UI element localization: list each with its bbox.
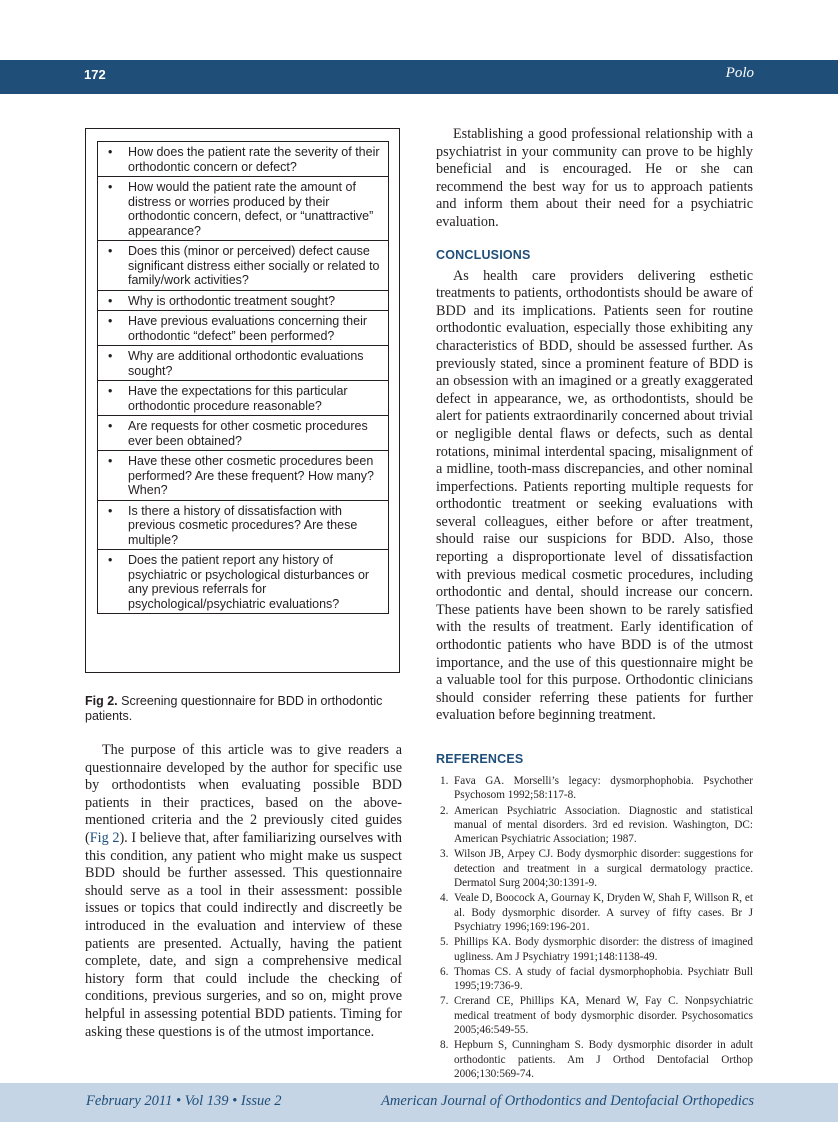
question-item: • Why are additional orthodontic evaluations sought?: [98, 346, 389, 381]
question-item: • Does the patient report any history of psychiatric or psychological disturbances or any previous referrals for psychological/psychiatric evaluations?: [98, 550, 389, 614]
body-text: The purpose of this article was to give readers a questionnaire developed by the author for specific use by orthodontists when evaluating possible BDD patients in their practices, based on the above-mentioned criteria and the 2 previously cited guides (: [85, 742, 402, 846]
body-paragraph-conclusions: As health care providers delivering esthetic treatments to patients, orthodontists should be aware of BDD and its implications. Patients seen for routine orthodontic evaluation, especially those exhibiting any characteristics of BDD, should be assessed further. As previously stated, since a prominent feature of BDD is an obsession with an imagined or a greatly exaggerated defect in appearance, we, as orthodontists, should be alert for patients extraordinarily concerned about trivial or negligible dental flaws or defects, such as dental rotations, minimal interdental spacing, misalignment of a midline, tooth-mass discrepancies, and other nominal imperfections. Patients reporting multiple requests for orthodontic treatment or seeking evaluations with several colleagues, either before or after treatment, should raise our suspicions for BDD. Also, those reporting a disproportionate level of dissatisfaction with previous medical cosmetic procedures, including orthodontic and dental, should increase our concern. These patients have been shown to be rarely satisfied with the results of treatment. Early identification of orthodontic patients who have BDD is of the utmost importance, and the use of this questionnaire might be a valuable tool for this purpose. Orthodontic clinicians should consider referring these patients for further evaluation before beginning treatment.: [436, 267, 753, 724]
question-item: • Does this (minor or perceived) defect cause significant distress either socially or related to family/work activities?: [98, 241, 389, 291]
running-head: Polo: [725, 65, 754, 81]
reference-text: Crerand CE, Phillips KA, Menard W, Fay C. Nonpsychiatric medical treatment of body dysmorphic disorder. Psychosomatics 2005;46:549-55.: [454, 995, 753, 1037]
question-item: • How would the patient rate the amount of distress or worries produced by their orthodontic concern, defect, or “unattractive” appearance?: [98, 177, 389, 241]
list-item: [436, 965, 753, 994]
reference-text: Thomas CS. A study of facial dysmorphophobia. Psychiatr Bull 1995;19:736-9.: [454, 965, 753, 993]
list-item: [436, 891, 753, 934]
table-row: [98, 346, 389, 381]
reference-text: Fava GA. Morselli’s legacy: dysmorphophobia. Psychother Psychosom 1992;58:117-8.: [454, 775, 753, 802]
list-item: [436, 847, 753, 890]
body-text: ). I believe that, after familiarizing ourselves with this condition, any patient who might make us suspect BDD should be further assessed. This questionnaire should serve as a tool in their assessment: possible issues or topics that could indirectly and discreetly be introduced in the evaluation and interview of these patients are presented. Actually, having the patient complete, date, and sign a comprehensive medical history form that could include the checking of conditions, previous surgeries, and so on, might prove helpful in assessing potential BDD patients. Timing for asking these questions is of the utmost importance.: [85, 829, 402, 1040]
reference-text: American Psychiatric Association. Diagnostic and statistical manual of mental disorders. 3rd ed revision. Washington, DC: American Psychiatric Association; 1987.: [454, 804, 753, 846]
right-column: [436, 126, 753, 1082]
references-heading: REFERENCES: [436, 752, 524, 766]
table-row: [98, 451, 389, 501]
figure-link[interactable]: Fig 2: [89, 829, 120, 846]
reference-number: 2.: [440, 804, 449, 817]
footer-journal-title: American Journal of Orthodontics and Dentofacial Orthopedics: [381, 1093, 754, 1109]
figure-caption-text: Screening questionnaire for BDD in orthodontic patients.: [85, 694, 383, 723]
table-row: [98, 550, 389, 614]
reference-number: 6.: [440, 965, 449, 978]
table-row: [98, 500, 389, 550]
reference-number: 3.: [440, 848, 449, 861]
reference-text: Veale D, Boocock A, Gournay K, Dryden W, Shah F, Willson R, et al. Body dysmorphic disorder. A survey of fifty cases. Br J Psychiatry 1996;169:196-201.: [454, 892, 753, 933]
table-row: [98, 311, 389, 346]
list-item: [436, 994, 753, 1037]
question-item: • Are requests for other cosmetic procedures ever been obtained?: [98, 416, 389, 451]
table-row: [98, 416, 389, 451]
conclusions-heading: CONCLUSIONS: [436, 247, 531, 262]
reference-number: 7.: [440, 995, 449, 1008]
questionnaire-table: [97, 141, 389, 614]
reference-number: 8.: [440, 1039, 449, 1052]
list-item: [436, 774, 753, 803]
question-item: • Why is orthodontic treatment sought?: [98, 290, 389, 311]
reference-number: 5.: [440, 936, 449, 949]
body-paragraph-intro: Establishing a good professional relationship with a psychiatrist in your community can prove to be highly beneficial and is encouraged. He or she can recommend the best way for us to approach patients and inform them about their need for a psychiatric evaluation.: [436, 126, 753, 230]
question-item: • Have these other cosmetic procedures been performed? Are these frequent? How many? When?: [98, 451, 389, 501]
question-item: • Is there a history of dissatisfaction with previous cosmetic procedures? Are these multiple?: [98, 500, 389, 550]
footer-issue: February 2011 • Vol 139 • Issue 2: [86, 1093, 282, 1109]
list-item: [436, 1038, 753, 1081]
figure-caption: [85, 694, 403, 724]
reference-text: Phillips KA. Body dysmorphic disorder: the distress of imagined ugliness. Am J Psychiatry 1991;148:1138-49.: [454, 936, 753, 963]
question-item: • Have previous evaluations concerning their orthodontic “defect” been performed?: [98, 311, 389, 346]
header-bar: [0, 60, 838, 94]
figure-questionnaire: [85, 128, 400, 673]
reference-list: [436, 774, 753, 1081]
reference-text: Wilson JB, Arpey CJ. Body dysmorphic disorder: suggestions for detection and treatment in a surgical dermatology practice. Dermatol Surg 2004;30:1391-9.: [454, 848, 753, 890]
table-row: [98, 142, 389, 177]
table-row: [98, 177, 389, 241]
footer-bar: [0, 1083, 838, 1122]
reference-number: 4.: [440, 892, 449, 905]
table-row: [98, 290, 389, 311]
question-item: • How does the patient rate the severity of their orthodontic concern or defect?: [98, 142, 389, 177]
figure-caption-label: Fig 2.: [85, 694, 118, 708]
table-row: [98, 381, 389, 416]
list-item: [436, 935, 753, 964]
reference-text: Hepburn S, Cunningham S. Body dysmorphic disorder in adult orthodontic patients. Am J Orthod Dentofacial Orthop 2006;130:569-74.: [454, 1039, 753, 1080]
question-item: • Have the expectations for this particular orthodontic procedure reasonable?: [98, 381, 389, 416]
reference-number: 1.: [440, 775, 449, 787]
body-paragraph-purpose: [85, 742, 402, 1041]
list-item: [436, 804, 753, 847]
table-row: [98, 241, 389, 291]
page-number: 172: [84, 67, 106, 82]
